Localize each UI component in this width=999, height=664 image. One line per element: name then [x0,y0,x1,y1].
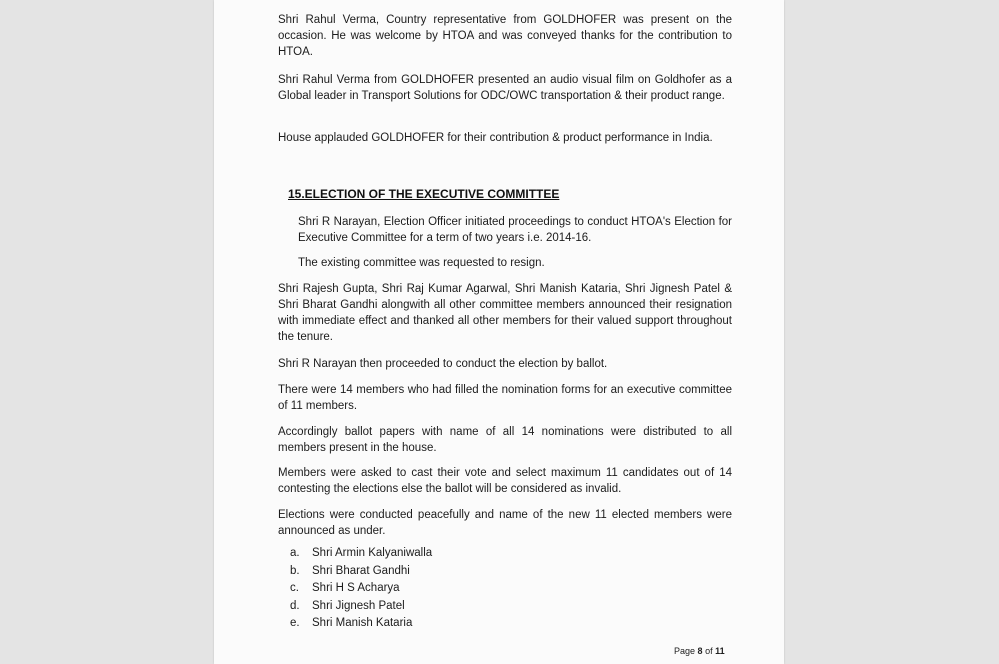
list-item [290,563,432,581]
list-marker: e. [290,617,300,629]
paragraph-text: Shri Rahul Verma from GOLDHOFER presented an audio visual film on Goldhofer as a Global leader in Transport Solutions for ODC/OWC transportation & their product range. [278,74,732,102]
paragraph-goldhofer-film [278,72,732,104]
paragraph-text: The existing committee was requested to resign. [298,257,545,269]
member-name: Shri H S Acharya [312,582,400,594]
list-item [290,598,432,616]
list-marker: d. [290,599,300,612]
paragraph-text: Shri R Narayan then proceeded to conduct the election by ballot. [278,358,608,370]
paragraph-rahul-verma-presence [278,12,732,60]
paragraph-cast-vote [278,465,732,497]
list-item [290,615,432,633]
elected-members-list [290,545,432,633]
paragraph-nominations [278,382,732,414]
list-marker: c. [290,582,299,594]
member-name: Shri Armin Kalyaniwalla [312,547,433,559]
paragraph-ballot-election [278,356,732,372]
member-name: Shri Bharat Gandhi [312,564,410,577]
paragraph-text: There were 14 members who had filled the nomination forms for an executive committee of 11 members. [278,384,732,412]
paragraph-text: Shri R Narayan, Election Officer initiated proceedings to conduct HTOA's Election for Executive Committee for a term of two years i.e. 2014-16. [298,216,732,244]
paragraph-text: House applauded GOLDHOFER for their contribution & product performance in India. [278,132,713,144]
paragraph-text: Shri Rajesh Gupta, Shri Raj Kumar Agarwal, Shri Manish Kataria, Shri Jignesh Patel & Shri Bharat Gandhi alongwith all other committee members announced their resignation with immediate effect and thanked all other members for their valued support throughout the tenure. [278,283,732,343]
current-page: 8 [697,646,703,656]
page-prefix: Page [674,646,696,656]
paragraph-committee-resign [298,255,732,271]
paragraph-ballot-papers [278,424,732,456]
section-heading: 15.ELECTION OF THE EXECUTIVE COMMITTEE [288,187,560,201]
paragraph-text: Elections were conducted peacefully and name of the new 11 elected members were announced as under. [278,509,732,537]
member-name: Shri Manish Kataria [312,617,413,629]
list-item [290,580,432,598]
paragraph-text: Members were asked to cast their vote and select maximum 11 candidates out of 14 contesting the elections else the ballot will be considered as invalid. [278,467,732,495]
paragraph-text: Shri Rahul Verma, Country representative from GOLDHOFER was present on the occasion. He was welcome by HTOA and was conveyed thanks for the contribution to HTOA. [278,14,732,58]
member-name: Shri Jignesh Patel [312,599,405,612]
paragraph-text: Accordingly ballot papers with name of all 14 nominations were distributed to all members present in the house. [278,426,732,454]
total-pages: 11 [715,646,725,656]
paragraph-elections-conducted [278,507,732,539]
paragraph-house-applauded [278,130,732,146]
page-of: of [705,646,713,656]
page-number [674,646,725,656]
list-marker: b. [290,564,300,577]
paragraph-resignations [278,281,732,345]
paragraph-election-officer [298,214,732,246]
list-item [290,545,432,563]
list-marker: a. [290,547,300,559]
